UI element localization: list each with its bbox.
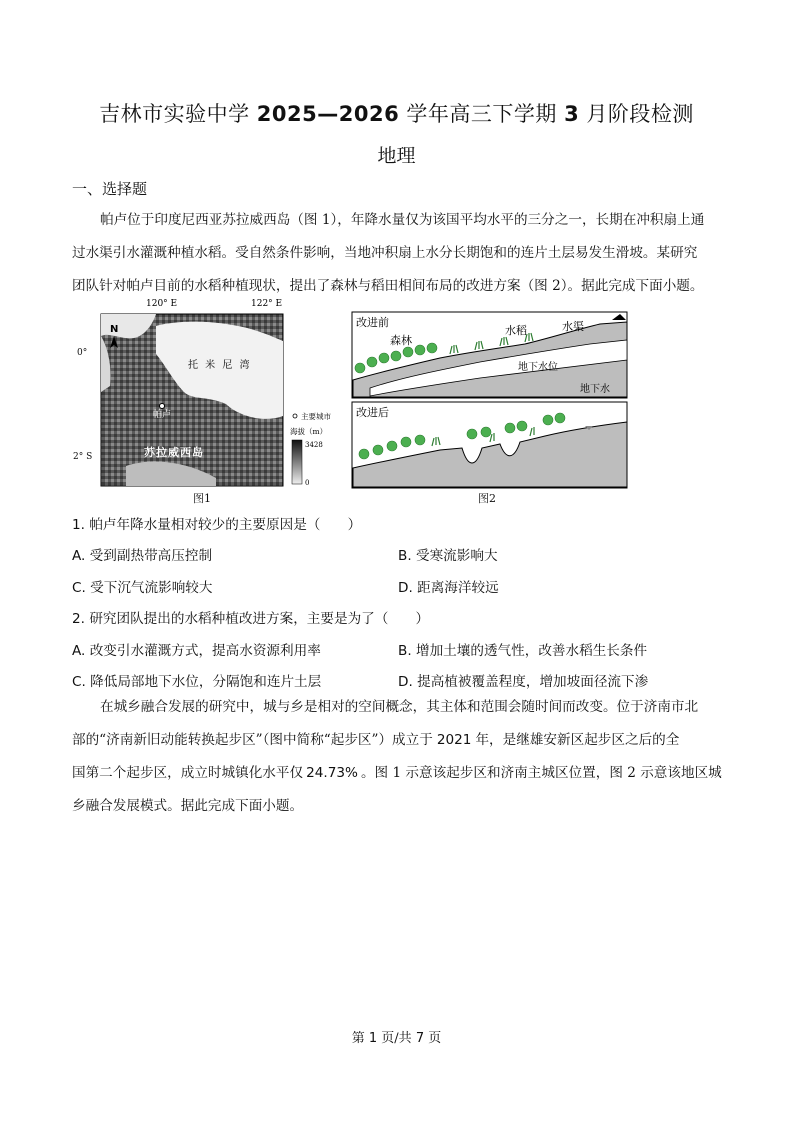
q1-option-c-text: 受下沉气流影响较大 bbox=[90, 580, 213, 596]
q1-option-a[interactable] bbox=[72, 544, 212, 564]
passage-2-line-4: 乡融合发展模式。据此完成下面小题。 bbox=[72, 798, 304, 814]
q1-option-d-text: 距离海洋较远 bbox=[417, 580, 499, 596]
question-1 bbox=[72, 513, 361, 533]
q1-option-c-letter: C. bbox=[72, 580, 86, 596]
title-years: 2025—2026 bbox=[256, 102, 400, 126]
passage-2-line-1: 在城乡融合发展的研究中，城与乡是相对的空间概念，其主体和范围会随时间而改变。位于济南市北 bbox=[100, 699, 699, 715]
q1-option-a-letter: A. bbox=[72, 548, 86, 564]
q2-option-d-text: 提高植被覆盖程度，增加坡面径流下渗 bbox=[417, 674, 649, 690]
passage-1 bbox=[72, 204, 722, 303]
passage-1-line-1: 帕卢位于印度尼西亚苏拉威西岛（图 1），年降水量仅为该国平均水平的三分之一，长期在冲积扇上通 bbox=[100, 212, 705, 228]
q2-option-a-letter: A. bbox=[72, 643, 86, 659]
legend-city-icon bbox=[293, 414, 297, 418]
canal-arrow-icon bbox=[612, 314, 626, 320]
palu-city-icon bbox=[160, 404, 165, 409]
elevation-scale bbox=[292, 440, 302, 484]
rice-label: 水稻 bbox=[505, 324, 527, 337]
section-title: 一、选择题 bbox=[72, 180, 148, 198]
question-2-number: 2. bbox=[72, 611, 85, 627]
lat-top: 0° bbox=[77, 348, 88, 358]
q2-option-d-letter: D. bbox=[398, 674, 413, 690]
footer-page: 1 bbox=[368, 1031, 378, 1046]
title-month: 3 bbox=[564, 102, 580, 126]
q1-option-b[interactable] bbox=[398, 544, 498, 564]
passage-2-line-3a: 国第二个起步区，成立时城镇化水平仅 bbox=[72, 765, 304, 781]
groundwater-label: 地下水 bbox=[580, 384, 610, 395]
island-label: 苏拉威西岛 bbox=[144, 446, 204, 459]
north-arrow-icon: N bbox=[110, 324, 119, 335]
map-svg bbox=[96, 296, 346, 506]
title-prefix: 吉林市实验中学 bbox=[99, 102, 250, 126]
passage-2-line-3b: 。图 1 示意该起步区和济南主城区位置，图 2 示意该地区城 bbox=[360, 765, 722, 781]
figure-1-caption: 图1 bbox=[193, 492, 211, 505]
canal-label: 水渠 bbox=[562, 320, 584, 333]
elev-max-label: 3428 bbox=[305, 441, 323, 449]
profiles-svg bbox=[350, 310, 630, 505]
q2-option-b[interactable] bbox=[398, 639, 647, 659]
elev-min-label: 0 bbox=[305, 479, 310, 487]
q1-option-a-text: 受到副热带高压控制 bbox=[89, 548, 213, 564]
q1-option-c[interactable] bbox=[72, 576, 213, 596]
subject-title: 地理 bbox=[377, 145, 416, 167]
q2-option-c-letter: C. bbox=[72, 674, 86, 690]
q1-option-d[interactable] bbox=[398, 576, 499, 596]
q2-option-d[interactable] bbox=[398, 670, 648, 690]
lon-left-label: 120° E bbox=[146, 299, 178, 309]
passage-2-line-2a: 部的“济南新旧动能转换起步区”（图中简称“起步区”）成立于 bbox=[72, 732, 433, 748]
title-mid: 学年高三下学期 bbox=[406, 102, 557, 126]
after-label: 改进后 bbox=[356, 406, 389, 419]
legend-city-label: 主要城市 bbox=[301, 412, 331, 421]
passage-2 bbox=[72, 691, 722, 823]
water-table-label: 地下水位 bbox=[518, 362, 558, 373]
passage-2-percent: 24.73% bbox=[306, 765, 358, 781]
question-2-stem: 研究团队提出的水稻种植改进方案，主要是为了（ ） bbox=[89, 611, 430, 627]
figure-2-caption: 图2 bbox=[478, 492, 496, 505]
footer-suffix: 页 bbox=[428, 1031, 442, 1046]
forest-label: 森林 bbox=[390, 334, 412, 347]
page-title bbox=[0, 98, 793, 128]
footer-mid: 页/共 bbox=[381, 1031, 412, 1046]
q2-option-b-text: 增加土壤的透气性，改善水稻生长条件 bbox=[415, 643, 648, 659]
question-2 bbox=[72, 607, 429, 627]
q2-option-a[interactable] bbox=[72, 639, 321, 659]
page-footer bbox=[0, 1027, 793, 1046]
palu-label: 帕卢 bbox=[153, 410, 172, 420]
footer-total: 7 bbox=[415, 1031, 425, 1046]
legend-elev-label: 海拔（m） bbox=[290, 427, 328, 436]
question-1-stem: 帕卢年降水量相对较少的主要原因是（ ） bbox=[89, 517, 362, 533]
q1-option-b-text: 受寒流影响大 bbox=[415, 548, 498, 564]
q2-option-a-text: 改变引水灌溉方式，提高水资源利用率 bbox=[89, 643, 321, 659]
passage-1-line-2: 过水渠引水灌溉种植水稻。受自然条件影响，当地冲积扇上水分长期饱和的连片土层易发生滑坡。某研究 bbox=[72, 245, 698, 261]
passage-1-line-3: 团队针对帕卢目前的水稻种植现状，提出了森林与稻田相间布局的改进方案（图 2）。据此完成下面小题。 bbox=[72, 278, 704, 294]
footer-prefix: 第 bbox=[351, 1031, 365, 1046]
lon-right-label: 122° E bbox=[251, 299, 283, 309]
q1-option-b-letter: B. bbox=[398, 548, 412, 564]
before-label: 改进前 bbox=[356, 316, 389, 329]
passage-2-year: 2021 bbox=[436, 732, 472, 748]
passage-2-line-2b: 年，是继雄安新区起步区之后的全 bbox=[475, 732, 680, 748]
q2-option-c-text: 降低局部地下水位，分隔饱和连片土层 bbox=[90, 674, 322, 690]
q2-option-b-letter: B. bbox=[398, 643, 412, 659]
figure-2-profiles bbox=[350, 310, 630, 505]
q1-option-d-letter: D. bbox=[398, 580, 413, 596]
figure-1-map bbox=[96, 296, 346, 506]
lat-bottom: 2° S bbox=[73, 452, 93, 462]
title-suffix: 月阶段检测 bbox=[586, 102, 694, 126]
bay-label: 托 米 尼 湾 bbox=[188, 360, 252, 371]
question-1-number: 1. bbox=[72, 517, 85, 533]
q2-option-c[interactable] bbox=[72, 670, 321, 690]
